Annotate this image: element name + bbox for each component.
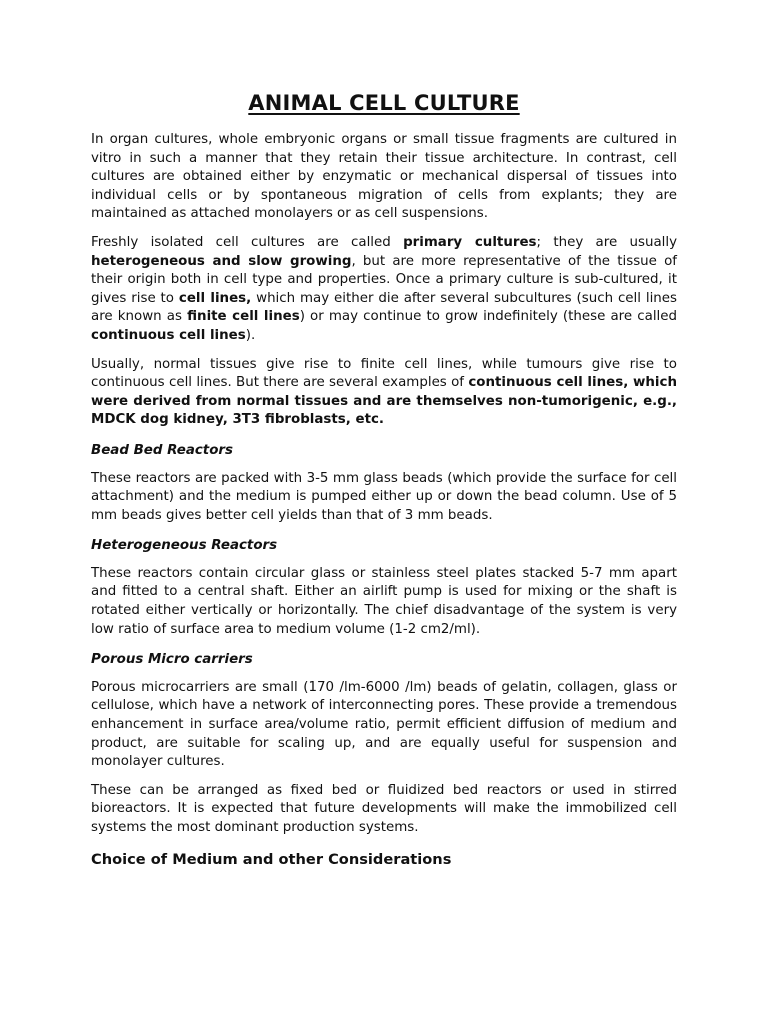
heading-choice-of-medium: Choice of Medium and other Considerations [91,850,452,868]
document-title: ANIMAL CELL CULTURE [248,91,520,115]
heading-bead-bed-reactors: Bead Bed Reactors [91,442,233,458]
heading-heterogeneous-reactors: Heterogeneous Reactors [91,538,278,554]
bold-term-cell-lines: cell lines, [178,290,252,306]
paragraph-primary-cultures [91,234,677,346]
text-span: ). [245,327,256,343]
paragraph-bed-reactors: These can be arranged as fixed bed or fluidized bed reactors or used in stirred bioreactors. It is expected that future developments will make the immobilized cell systems the most dominant production systems. [91,782,677,835]
paragraph-organ-cultures: In organ cultures, whole embryonic organs or small tissue fragments are cultured in vitro in such a manner that they retain their tissue architecture. In contrast, cell cultures are obtained either by enzymatic or mechanical dispersal of tissues into individual cells or by spontaneous migration of cells from explants; they are maintained as attached monolayers or as cell suspensions. [91,132,677,222]
bold-term-heterogeneous: heterogeneous and slow growing [91,253,352,269]
paragraph-heterogeneous-reactors: These reactors contain circular glass or stainless steel plates stacked 5-7 mm apart and fitted to a central shaft. Either an airlift pump is used for mixing or the shaft is rotated either vertically or horizontally. The chief disadvantage of the system is very low ratio of surface area to medium volume (1-2 cm2/ml). [91,565,677,637]
text-span: ; they are usually [536,234,678,250]
text-span: Freshly isolated cell cultures are called [91,234,404,250]
bold-term-continuous-cell-lines: continuous cell lines [91,327,246,343]
paragraph-continuous-lines [91,356,677,430]
heading-porous-micro-carriers: Porous Micro carriers [91,652,253,668]
paragraph-bead-bed-reactors: These reactors are packed with 3-5 mm glass beads (which provide the surface for cell attachment) and the medium is pumped either up or down the bead column. Use of 5 mm beads gives better cell yields than that of 3 mm beads. [91,470,677,523]
bold-term-primary-cultures: primary cultures [403,234,537,250]
text-span: , but are more representative of the tissue of their origin both in cell type and properties. Once a primary culture is sub-cultured, it gives rise to [91,253,678,306]
document-page [91,90,677,870]
text-span: ) or may continue to grow indefinitely (these are called [299,309,678,325]
text-span: Usually, normal tissues give rise to finite cell lines, while tumours give rise to continuous cell lines. But there are several examples of [91,356,677,391]
paragraph-porous-microcarriers: Porous microcarriers are small (170 /lm-6000 /lm) beads of gelatin, collagen, glass or cellulose, which have a network of interconnecting pores. These provide a tremendous enhancement in surface area/volume ratio, permit efficient diffusion of medium and product, are suitable for scaling up, and are equally useful for suspension and monolayer cultures. [91,679,677,770]
bold-continuous-lines-examples: continuous cell lines, which were derived from normal tissues and are themselves non-tumorigenic, e.g., MDCK dog kidney, 3T3 fibroblasts, etc. [91,375,677,428]
text-span: which may either die after several subcultures (such cell lines are known as [91,290,677,325]
bold-term-finite-cell-lines: finite cell lines [187,309,300,325]
